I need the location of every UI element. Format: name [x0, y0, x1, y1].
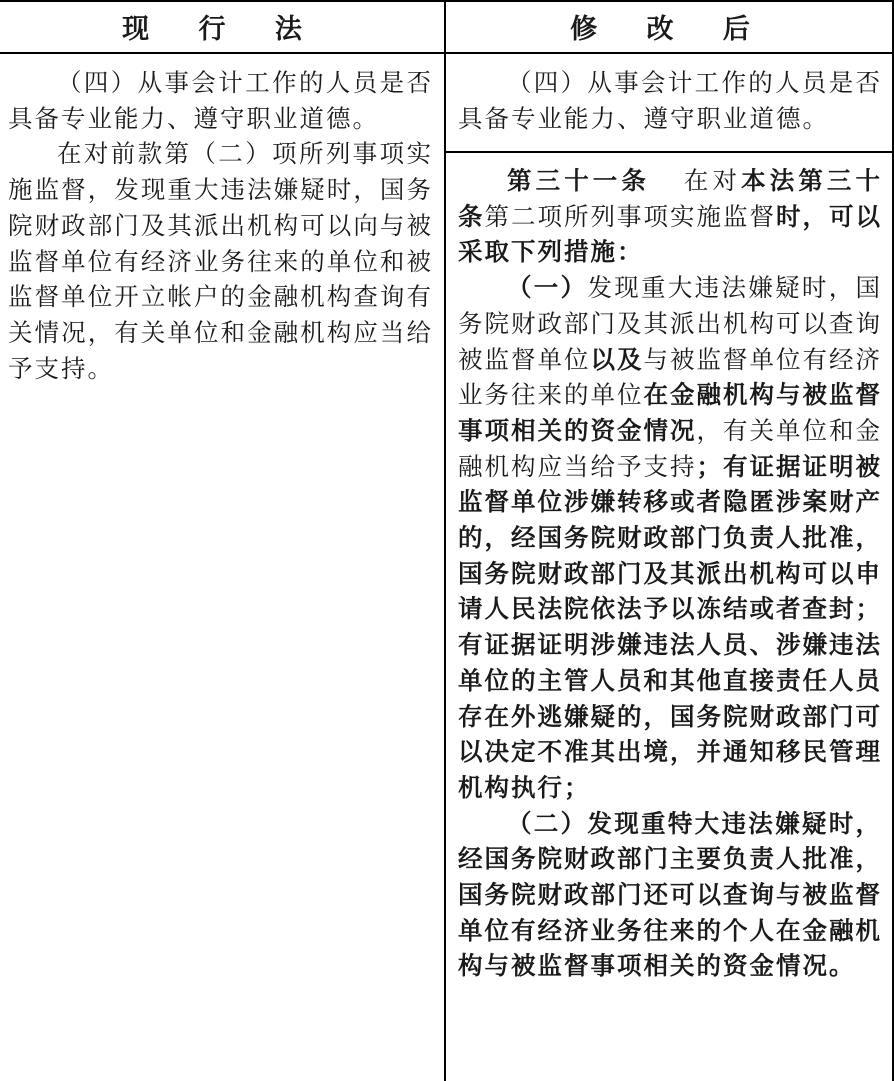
article-31-intro: [458, 163, 882, 270]
header-current-law: 现 行 法: [122, 13, 322, 45]
article-31-item-1: [458, 270, 882, 806]
item-1-text-c: ，有关单位和金融机构应当给予支持: [458, 415, 882, 481]
item-1-bold-and: 以及: [590, 344, 644, 374]
article-31-bold-ref: 本法第三十条: [458, 166, 883, 231]
amended-para-1: （四）从事会计工作的人员是否具备专业能力、遵守职业道德。: [458, 68, 882, 133]
current-law-column: [8, 65, 433, 386]
item-1-text-a: 发现重大违法嫌疑时，国务院财政部门及其派出机构可以查询被监督单位: [458, 273, 883, 374]
article-31-text-a: 在对: [681, 166, 742, 195]
right-row-divider: [446, 151, 894, 153]
current-law-para-1: （四）从事会计工作的人员是否具备专业能力、遵守职业道德。: [8, 68, 433, 133]
article-31-number: 第三十一条: [507, 166, 650, 195]
amended-article-31: [458, 163, 882, 984]
current-law-para-2: 在对前款第（二）项所列事项实施监督，发现重大违法嫌疑时，国务院财政部门及其派出机构可以向与被监督单位有经济业务往来的单位和被监督单位开立帐户的金融机构查询有关情况，有关单位和金融机构应当给予支持。: [8, 139, 433, 383]
header-amended: 修 改 后: [570, 13, 770, 45]
article-31-item-2: （二）发现重特大违法嫌疑时，经国务院财政部门主要负责人批准，国务院财政部门还可以查询与被监督单位有经济业务往来的个人在金融机构与被监督事项相关的资金情况。: [458, 808, 882, 981]
item-1-bold-funds: 在金融机构与被监督事项相关的资金情况: [458, 380, 882, 445]
header-divider: [0, 52, 894, 54]
article-31-text-b: 第二项所列事项实施监督: [484, 201, 776, 231]
column-divider: [444, 0, 446, 1081]
article-31-bold-measures: 时，可以采取下列措施：: [458, 201, 882, 267]
item-1-marker: （一）: [507, 273, 588, 303]
item-1-bold-evidence: ；有证据证明被监督单位涉嫌转移或者隐匿涉案财产的，经国务院财政部门负责人批准，国务院财政部门及其派出机构可以申请人民法院依法予以冻结或者查封；有证据证明涉嫌违法人员、涉嫌违法单位的主管人员和其他直接责任人员存在外逃嫌疑的，国务院财政部门可以决定不准其出境，并通知移民管理机构执行；: [458, 451, 882, 802]
amended-row-1: [458, 65, 882, 136]
item-1-text-b: 与被监督单位有经济业务往来的单位: [458, 344, 882, 410]
